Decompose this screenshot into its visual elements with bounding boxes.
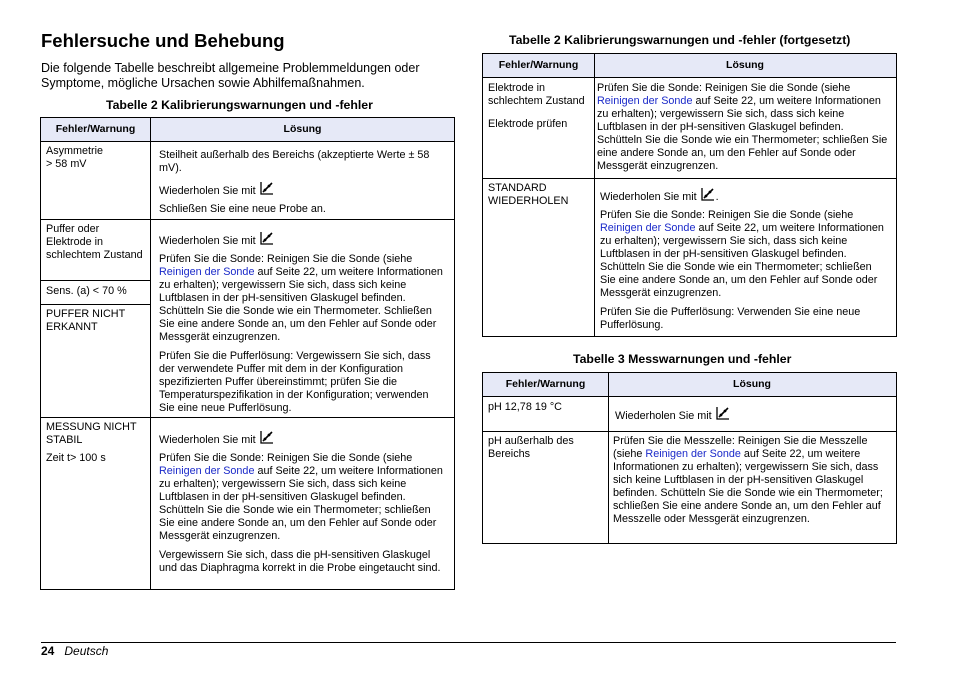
warning-text: > 58 mV: [46, 158, 87, 170]
warning-text: PUFFER NICHT ERKANNT: [46, 308, 125, 333]
warning-text: Elektrode prüfen: [488, 118, 568, 130]
table-row: [46, 145, 146, 171]
solution-text: auf Seite 22, um weitere Informationen zu erhalten); vergewissern Sie sich, dass sich keine Luftblasen in der pH-sensitiven Glaskugel befinden. Schütteln Sie die Sonde wie ein Thermometer; schließen Sie eine andere Sonde an, um den Fehler auf Messzelle oder Messgerät einzugrenzen.: [613, 448, 883, 525]
warning-text: pH außerhalb des Bereichs: [488, 435, 574, 460]
table2-continued: [482, 53, 897, 337]
link-reinigen-der-sonde[interactable]: Reinigen der Sonde: [600, 222, 696, 234]
table2cont-col-solution: Lösung: [726, 59, 764, 71]
solution-text: auf Seite 22, um weitere Informationen zu erhalten); vergewissern Sie sich, dass sich keine Luftblasen in der pH-sensitiven Glaskugel befinden. Schütteln Sie die Sonde wie ein Thermometer; schließen Sie eine andere Sonde an, um den Fehler auf Sonde oder Messgerät einzugrenzen.: [600, 222, 884, 299]
solution-text: Prüfen Sie die Sonde: Reinigen Sie die Sonde (siehe: [600, 209, 854, 221]
calibration-icon: [700, 186, 716, 202]
solution-cell: [597, 82, 891, 178]
solution-text: Wiederholen Sie mit: [600, 191, 697, 203]
link-reinigen-der-sonde[interactable]: Reinigen der Sonde: [597, 95, 693, 107]
warning-text: pH 12,78 19 °C: [488, 401, 562, 413]
table2-col-warning: Fehler/Warnung: [55, 123, 136, 135]
link-reinigen-der-sonde[interactable]: Reinigen der Sonde: [159, 465, 255, 477]
table-row: [488, 82, 590, 136]
warning-text: Sens. (a) < 70 %: [46, 285, 127, 297]
solution-cell: [600, 186, 890, 337]
page-number: 24: [41, 644, 55, 658]
solution-text: auf Seite 22, um weitere Informationen zu erhalten); vergewissern Sie sich, dass sich keine Luftblasen in der pH-sensitiven Glaskugel befinden. Schütteln Sie die Sonde wie ein Thermometer; schließen Sie eine andere Sonde an, um den Fehler auf Sonde oder Messgerät einzugrenzen.: [597, 95, 888, 172]
calibration-icon: [715, 405, 731, 421]
intro-text: Die folgende Tabelle beschreibt allgemeine Problemmeldungen oder Symptome, mögliche Ursachen sowie Abhilfemaßnahmen.: [41, 61, 420, 90]
solution-cell: [159, 230, 447, 420]
solution-text: Prüfen Sie die Sonde: Reinigen Sie die Sonde (siehe: [597, 82, 851, 94]
table2cont-col-warning: Fehler/Warnung: [498, 59, 579, 71]
solution-cell: [615, 405, 890, 428]
solution-cell: [159, 149, 447, 221]
table2: [40, 117, 455, 590]
table-row: [46, 421, 146, 470]
solution-text: Prüfen Sie die Pufferlösung: Vergewissern Sie sich, dass der verwendete Puffer mit dem in der Konfiguration spezifizierten Puffer übereinstimmt; prüfen Sie die Temperaturspezifikation in der Konfiguration; verwenden Sie eine neue Pufferlösung.: [159, 350, 431, 414]
solution-text: Wiederholen Sie mit: [615, 410, 712, 422]
warning-text: STANDARD WIEDERHOLEN: [488, 182, 569, 207]
solution-text: Prüfen Sie die Sonde: Reinigen Sie die Sonde (siehe: [159, 253, 413, 265]
solution-cell: [159, 429, 447, 580]
solution-text: Prüfen Sie die Sonde: Reinigen Sie die Sonde (siehe: [159, 452, 413, 464]
warning-text: Puffer oder Elektrode in schlechtem Zustand: [46, 223, 143, 261]
calibration-icon: [259, 429, 275, 445]
table3-col-solution: Lösung: [733, 378, 771, 390]
solution-text: .: [715, 191, 719, 203]
solution-cell: [613, 435, 892, 531]
link-reinigen-der-sonde[interactable]: Reinigen der Sonde: [159, 266, 255, 278]
warning-text: Elektrode in schlechtem Zustand: [488, 82, 585, 107]
table3: [482, 372, 897, 544]
table2-col-solution: Lösung: [283, 123, 322, 135]
solution-text: Wiederholen Sie mit: [159, 434, 256, 446]
footer-language: Deutsch: [64, 644, 109, 658]
solution-text: Steilheit außerhalb des Bereichs (akzeptierte Werte ± 58 mV).: [159, 149, 430, 174]
page-title: Fehlersuche und Behebung: [41, 30, 285, 51]
solution-text: Schließen Sie eine neue Probe an.: [159, 203, 326, 215]
solution-text: Wiederholen Sie mit: [159, 185, 256, 197]
solution-text: auf Seite 22, um weitere Informationen zu erhalten); vergewissern Sie sich, dass sich keine Luftblasen in der pH-sensitiven Glaskugel befinden. Schütteln Sie die Sonde wie ein Thermometer; schließen Sie eine andere Sonde an, um den Fehler auf Sonde oder Messgerät einzugrenzen.: [159, 465, 443, 542]
table2cont-caption: Tabelle 2 Kalibrierungswarnungen und -fehler (fortgesetzt): [509, 33, 851, 47]
footer-divider: [41, 642, 896, 643]
table2-caption: Tabelle 2 Kalibrierungswarnungen und -fehler: [106, 98, 373, 112]
solution-text: Prüfen Sie die Pufferlösung: Verwenden Sie eine neue Pufferlösung.: [600, 306, 861, 331]
solution-text: auf Seite 22, um weitere Informationen zu erhalten); vergewissern Sie sich, dass sich keine Luftblasen in der pH-sensitiven Glaskugel befinden. Schütteln Sie die Sonde wie ein Thermometer. Schließen Sie eine andere Sonde an, um den Fehler auf Sonde oder Messgerät einzugrenzen.: [159, 266, 443, 343]
table3-caption: Tabelle 3 Messwarnungen und -fehler: [573, 352, 792, 366]
footer: [41, 644, 108, 658]
warning-text: Asymmetrie: [46, 145, 103, 157]
calibration-icon: [259, 230, 275, 246]
solution-text: Prüfen Sie die Messzelle: Reinigen Sie die Messzelle (siehe: [613, 435, 868, 460]
warning-text: Zeit t> 100 s: [46, 452, 106, 464]
warning-text: MESSUNG NICHT STABIL: [46, 421, 137, 446]
solution-text: Wiederholen Sie mit: [159, 235, 256, 247]
solution-text: Vergewissern Sie sich, dass die pH-sensitiven Glaskugel und das Diaphragma korrekt in die Probe eingetaucht sind.: [159, 549, 441, 574]
table3-col-warning: Fehler/Warnung: [505, 378, 586, 390]
link-reinigen-der-sonde[interactable]: Reinigen der Sonde: [645, 448, 741, 460]
calibration-icon: [259, 180, 275, 196]
